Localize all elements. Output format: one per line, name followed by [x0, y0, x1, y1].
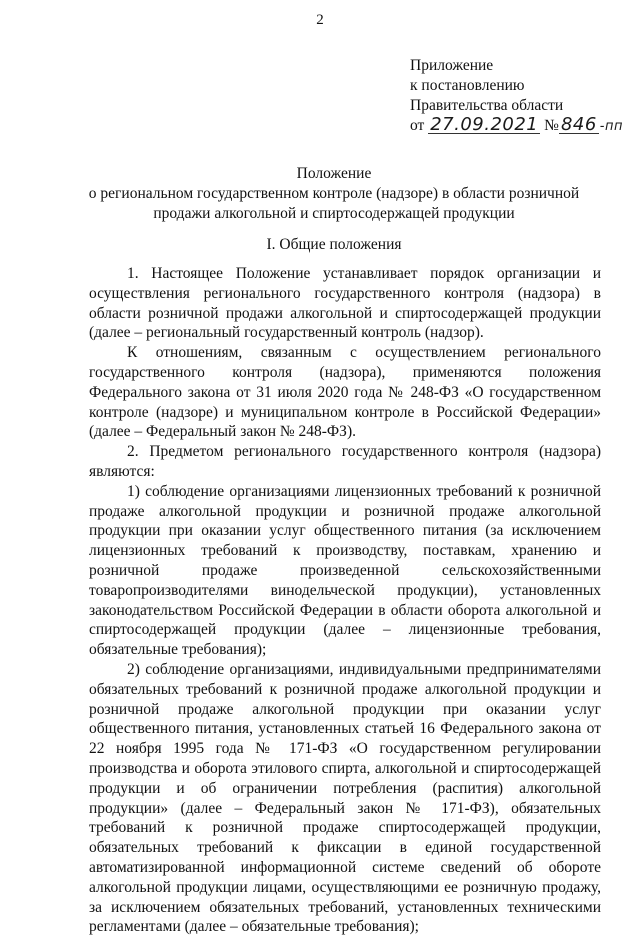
paragraph: 2) соблюдение организациями, индивидуальными предпринимателями обязательных требований к розничной продаже алкогольной продукции и розничной продаже алкогольной продукции при оказании услуг общественного питания, установленных статьей 16 Федерального закона от 22 ноября 1995 года № 171-ФЗ «О государственном регулировании производства и оборота этилового спирта, алкогольной и спиртосодержащей продукции и об ограничении потребления (распития) алкогольной продукции» (далее – Федеральный закон № 171-ФЗ), обязательных требований к розничной продаже спиртосодержащей продукции, обязательных требований к фиксации в единой государственной автоматизированной информационной системе сведений об обороте алкогольной продукции лицами, осуществляющими ее розничную продажу, за исключением обязательных требований, установленных техническими регламентами (далее – обязательные требования);	[89, 660, 601, 936]
number-sign: №	[544, 117, 559, 134]
paragraph: 1) соблюдение организациями лицензионных требований к розничной продаже алкогольной продукции и розничной продаже алкогольной продукции при оказании услуг общественного питания (за исключением лицензионных требований к производству, поставкам, хранению и розничной продаже произведенной сельскохозяйственными товаропроизводителями винодельческой продукции), установленных законодательством Российской Федерации в области оборота алкогольной и спиртосодержащей продукции (далее – лицензионные требования, обязательные требования);	[89, 482, 601, 659]
page-number: 2	[316, 12, 324, 28]
body-text	[89, 264, 601, 937]
appendix-block	[410, 56, 625, 136]
date-prefix: от	[410, 117, 425, 134]
appendix-line-2: к постановлению	[410, 77, 525, 94]
appendix-date-line	[410, 116, 625, 136]
title-line-2: о региональном государственном контроле (надзоре) в области розничной	[88, 185, 580, 202]
title-line-1: Положение	[296, 165, 372, 182]
title-line-3: продажи алкогольной и спиртосодержащей продукции	[153, 205, 515, 222]
appendix-line-1: Приложение	[410, 57, 494, 74]
handwritten-doc-suffix: -пп	[599, 119, 623, 134]
paragraph: 2. Предметом регионального государственного контроля (надзора) являются:	[89, 443, 601, 480]
handwritten-doc-number: 846	[560, 114, 597, 135]
paragraph: К отношениям, связанным с осуществлением регионального государственного контроля (надзора), применяются положения Федерального закона от 31 июля 2020 года № 248-ФЗ «О государственном контроле (надзоре) и муниципальном контроле в Российской Федерации» (далее – Федеральный закон № 248-ФЗ).	[89, 344, 601, 441]
appendix-line-3: Правительства области	[410, 97, 564, 114]
handwritten-date: 27.09.2021	[430, 114, 539, 135]
paragraph: 1. Настоящее Положение устанавливает порядок организации и осуществления регионального государственного контроля (надзора) в области розничной продажи алкогольной и спиртосодержащей продукции (далее – региональный государственный контроль (надзор).	[89, 265, 601, 342]
section-heading: I. Общие положения	[266, 236, 402, 253]
document-title	[60, 164, 608, 224]
